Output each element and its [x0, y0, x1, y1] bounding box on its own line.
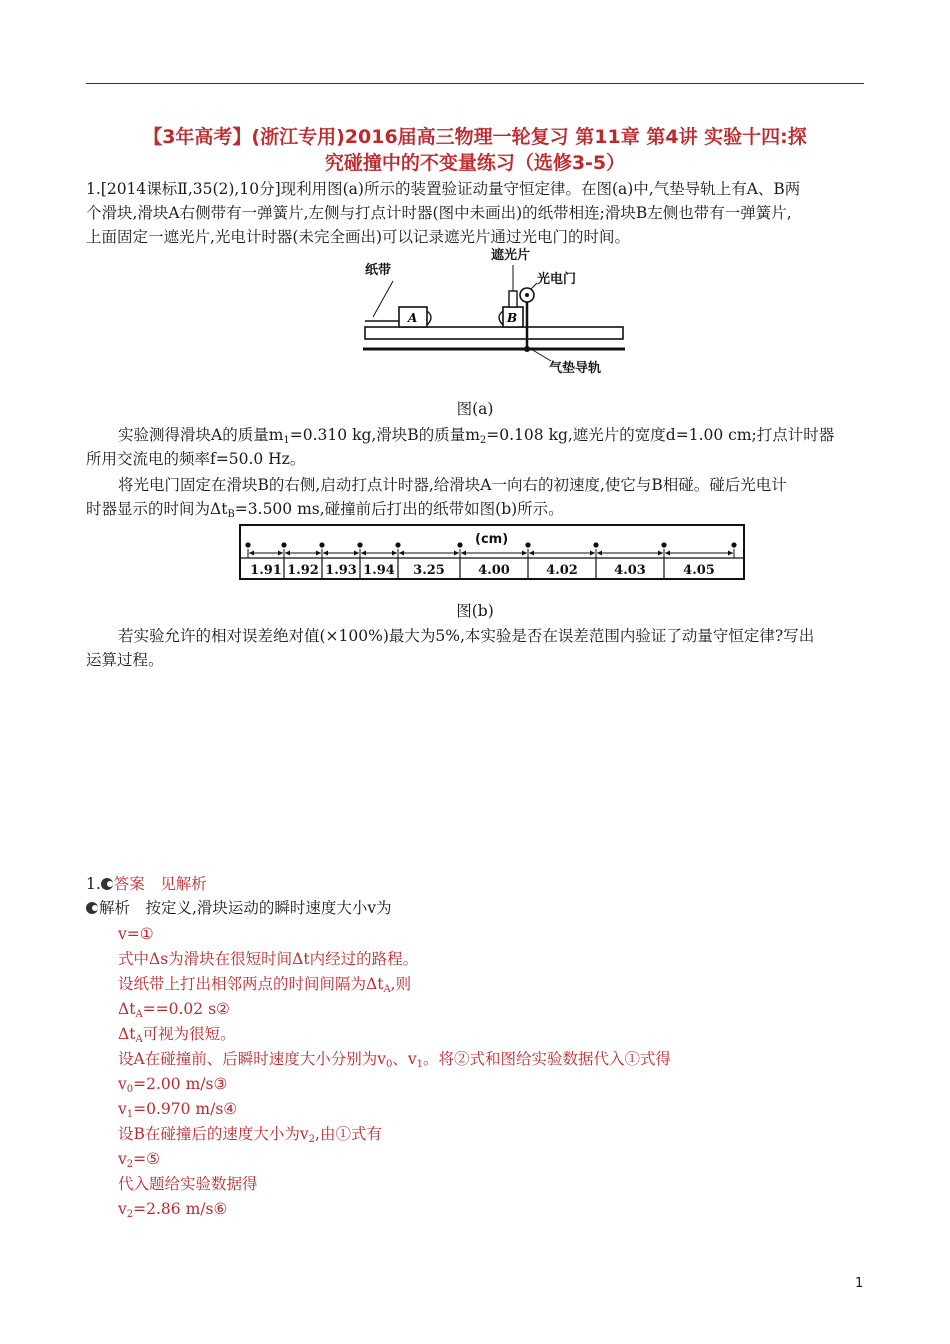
question-line: 将光电门固定在滑块B的右侧,启动打点计时器,给滑块A一向右的初速度,使它与B相碰。碰后光电计: [118, 476, 787, 494]
label-paper-tape: 纸带: [365, 263, 392, 278]
label-photogate: 光电门: [537, 272, 577, 287]
question-line: 所用交流电的频率f=50.0 Hz。: [86, 450, 306, 468]
doc-title-line2: 究碰撞中的不变量练习（选修3-5）: [324, 152, 626, 174]
tape-segment-label: 1.92: [287, 563, 319, 578]
tape-segment-label: 1.91: [250, 563, 282, 578]
question-line: 上面固定一遮光片,光电计时器(未完全画出)可以记录遮光片通过光电门的时间。: [86, 228, 631, 246]
question-line: 1.[2014课标Ⅱ,35(2),10分]现利用图(a)所示的装置验证动量守恒定律。在图(a)中,气垫导轨上有A、B两: [86, 180, 801, 198]
answer-line: 设A在碰撞前、后瞬时速度大小分别为$v_0$、$v_1$。将②式和图给实验数据代入①式得: [118, 1050, 671, 1070]
label-shade-plate: 遮光片: [491, 248, 531, 263]
tape-dot: [245, 542, 250, 547]
tape-dot: [281, 542, 286, 547]
tape-segment-label: 4.05: [683, 563, 715, 578]
tape-dot: [357, 542, 362, 547]
header-rule: [86, 83, 864, 84]
answer-line: $\Delta t_A$可视为很短。: [118, 1025, 236, 1045]
tape-dot: [525, 542, 530, 547]
figure-a-caption: 图(a): [456, 400, 494, 418]
figure-b-caption: 图(b): [456, 602, 494, 620]
tape-segment-label: 4.03: [614, 563, 646, 578]
question-para2: 实验测得滑块A的质量$m_1=0.310$ kg,滑块B的质量$m_2=0.108$ kg,遮光片的宽度d=1.00 cm;打点计时器: [118, 426, 835, 446]
answer-line: $\Delta t_A==0.02$ s②: [118, 1000, 230, 1020]
tape-segment-label: 1.93: [325, 563, 357, 578]
question-para3: 时器显示的时间为$\Delta t_B=3.500$ ms,碰撞前后打出的纸带如图(b)所示。: [86, 500, 564, 520]
question-line: 若实验允许的相对误差绝对值(×100%)最大为5%,本实验是否在误差范围内验证了动量守恒定律?写出: [118, 627, 815, 645]
tape-segment-label: 1.94: [363, 563, 395, 578]
tape-dot: [319, 542, 324, 547]
question-line: 运算过程。: [86, 651, 164, 669]
tape-dot: [457, 542, 462, 547]
tape-unit-label: (cm): [475, 532, 509, 547]
answer-line: 设B在碰撞后的速度大小为$v_2$,由①式有: [118, 1125, 382, 1145]
tape-dot: [661, 542, 666, 547]
doc-title-line1: 【3年高考】(浙江专用)2016届高三物理一轮复习 第11章 第4讲 实验十四:探: [143, 126, 807, 148]
answer-line: $v_2=⑤$: [118, 1150, 161, 1170]
tape-dot: [593, 542, 598, 547]
tape-dot: [731, 542, 736, 547]
question-line: 个滑块,滑块A右侧带有一弹簧片,左侧与打点计时器(图中未画出)的纸带相连;滑块B左侧也带有一弹簧片,: [86, 204, 792, 222]
answer-line: 式中Δs为滑块在很短时间Δt内经过的路程。: [118, 950, 419, 968]
answer-line: $v_0=2.00$ m/s③: [118, 1075, 228, 1095]
tape-segment-label: 4.00: [478, 563, 510, 578]
analysis-icon: [86, 902, 98, 914]
answer-line: 代入题给实验数据得: [118, 1175, 258, 1193]
answer-head: 1. 答案 见解析: [86, 875, 207, 893]
answer-line: $v_2=2.86$ m/s⑥: [118, 1200, 228, 1220]
answer-line: 设纸带上打出相邻两点的时间间隔为$\Delta t_A$,则: [118, 975, 412, 995]
figure-b-tape: [238, 523, 746, 581]
tape-segment-label: 3.25: [413, 563, 445, 578]
answer-icon: [101, 878, 113, 890]
tape-segment-label: 4.02: [546, 563, 578, 578]
analysis-head: 解析 按定义,滑块运动的瞬时速度大小v为: [86, 896, 864, 921]
page-number: 1: [855, 1276, 864, 1291]
block-b-label: B: [507, 311, 518, 325]
figure-a-apparatus: [355, 245, 630, 385]
label-air-track: 气垫导轨: [549, 361, 602, 376]
answer-line: $v_1=0.970$ m/s④: [118, 1100, 238, 1120]
tape-dot: [395, 542, 400, 547]
block-a-label: A: [408, 311, 418, 325]
answer-line: v=①: [118, 925, 154, 943]
